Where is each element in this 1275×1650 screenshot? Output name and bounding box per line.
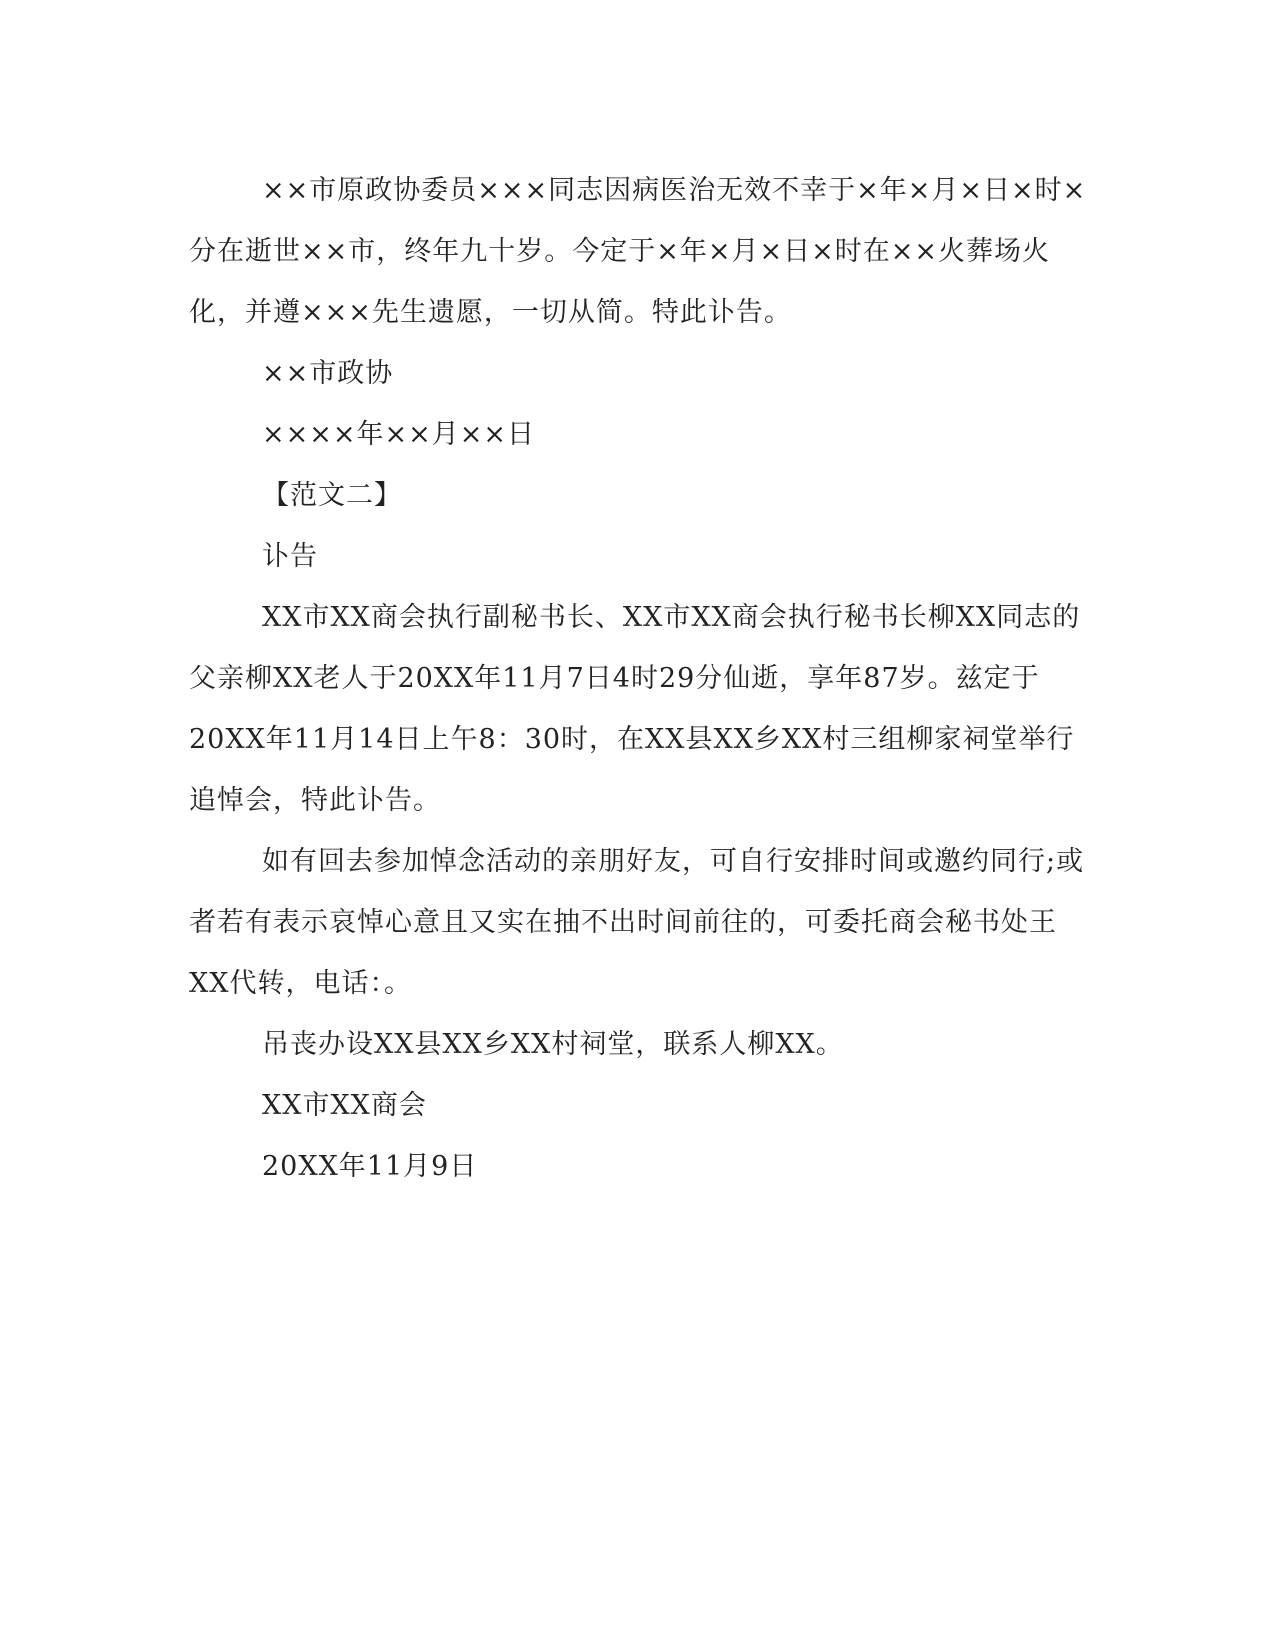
obituary-paragraph-1: ××市原政协委员×××同志因病医治无效不幸于×年×月×日×时×分在逝世××市，终年九十岁。今定于×年×月×日×时在××火葬场火化，并遵×××先生遗愿，一切从简。特此讣告。 — [189, 175, 1087, 328]
obituary-paragraph-2: XX市XX商会执行副秘书长、XX市XX商会执行秘书长柳XX同志的父亲柳XX老人于20XX年11月7日4时29分仙逝，享年87岁。兹定于20XX年11月14日上午8：30时，在XX县XX乡XX村三组柳家祠堂举行追悼会，特此讣告。 — [189, 602, 1081, 816]
obituary-title: 讣告 — [262, 541, 318, 572]
section-heading: 【范文二】 — [262, 480, 402, 511]
signature-2: XX市XX商会 — [262, 1090, 427, 1121]
obituary-paragraph-3: 如有回去参加悼念活动的亲朋好友，可自行安排时间或邀约同行;或者若有表示哀悼心意且又实在抽不出时间前往的，可委托商会秘书处王XX代转，电话：。 — [189, 846, 1085, 999]
document-body — [189, 160, 1089, 1197]
date-2: 20XX年11月9日 — [262, 1151, 478, 1182]
date-1: ××××年××月××日 — [262, 419, 535, 450]
obituary-paragraph-4: 吊丧办设XX县XX乡XX村祠堂，联系人柳XX。 — [262, 1029, 844, 1060]
signature-1: ××市政协 — [262, 358, 394, 389]
